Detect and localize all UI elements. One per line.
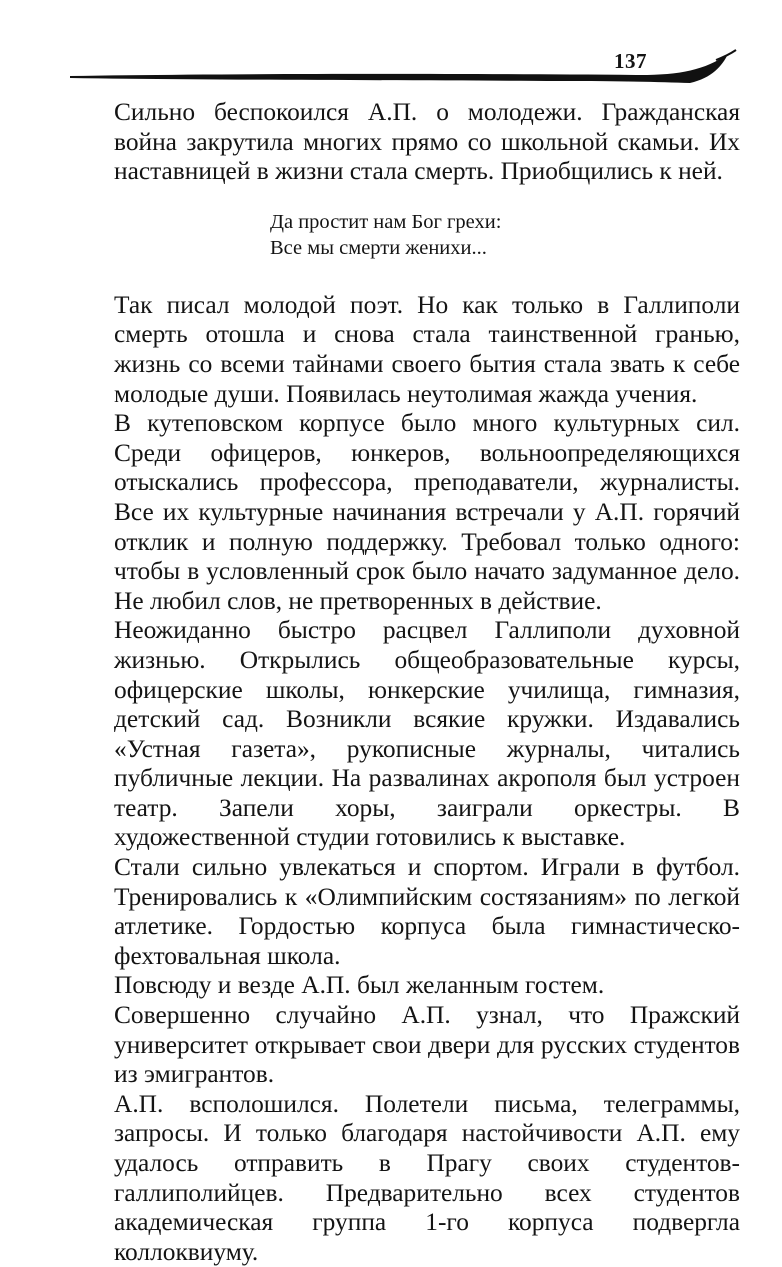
page-header: [0, 0, 782, 90]
paragraph: Повсюду и везде А.П. был желанным гостем.: [114, 971, 605, 1000]
paragraph: Сильно беспокоился А.П. о молодежи. Гражданская война закрутила многих прямо со школьной скамьи. Их наставницей в жизни стала смерть. Приобщились к ней.: [114, 98, 740, 186]
page-number: 137: [614, 49, 647, 73]
main-text: [114, 98, 740, 1267]
paragraph: Совершенно случайно А.П. узнал, что Пражский университет открывает свои двери для русских студентов из эмигрантов.: [114, 1001, 740, 1089]
paragraph: Так писал молодой поэт. Но как только в Галлиполи смерть отошла и снова стала таинственной гранью, жизнь со всеми тайнами своего бытия стала звать к себе молодые души. Появилась неутолимая жажда учения.: [114, 290, 740, 408]
verse-line: Все мы смерти женихи...: [270, 236, 487, 259]
paragraph: В кутеповском корпусе было много культурных сил. Среди офицеров, юнкеров, вольноопределяющихся отыскались профессора, преподаватели, журналисты. Все их культурные начинания встречали у А.П. горячий отклик и полную поддержку. Требовал только одного: чтобы в условленный срок было начато задуманное дело. Не любил слов, не претворенных в действие.: [114, 409, 740, 615]
header-ornament-rule: [0, 48, 782, 88]
paragraph: Неожиданно быстро расцвел Галлиполи духовной жизнью. Открылись общеобразовательные курсы, офицерские школы, юнкерские училища, гимназия, детский сад. Возникли всякие кружки. Издавались «Устная газета», рукописные журналы, читались публичные лекции. На развалинах акрополя был устроен театр. Запели хоры, заиграли оркестры. В художественной студии готовились к выставке.: [114, 616, 740, 852]
paragraph: А.П. всполошился. Полетели письма, телеграммы, запросы. И только благодаря настойчивости А.П. ему удалось отправить в Прагу своих студентов-галлиполийцев. Предварительно всех студентов академическая группа 1-го корпуса подвергла коллоквиуму.: [114, 1089, 740, 1266]
paragraph: Стали сильно увлекаться и спортом. Играли в футбол. Тренировались к «Олимпийским состязаниям» по легкой атлетике. Гордостью корпуса была гимнастическо-фехтовальная школа.: [114, 853, 740, 970]
verse-quote: [270, 209, 740, 261]
verse-line: Да простит нам Бог грехи:: [270, 210, 502, 233]
